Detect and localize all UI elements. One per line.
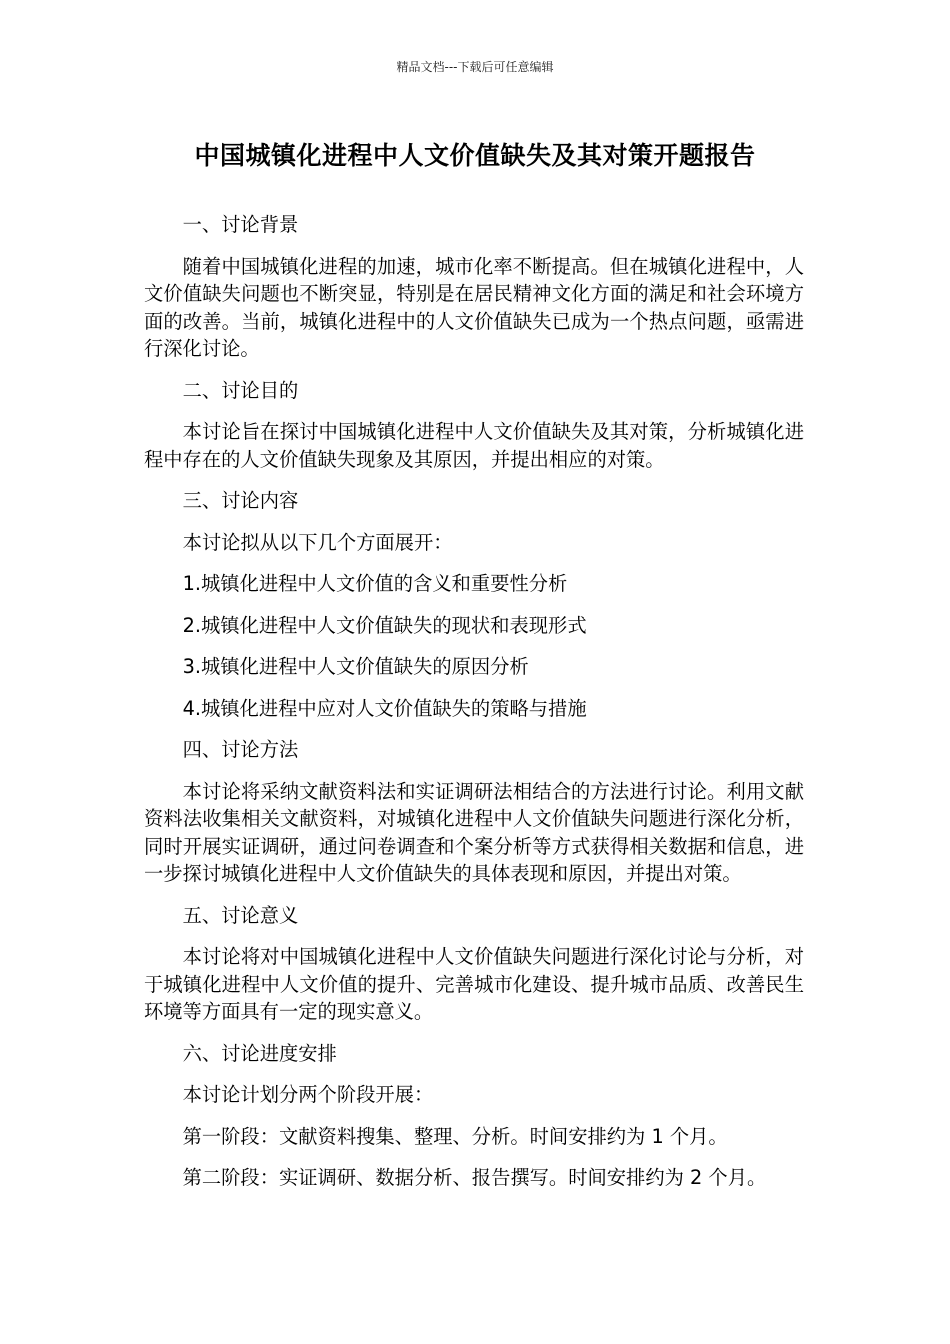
document-title: 中国城镇化进程中人文价值缺失及其对策开题报告 — [194, 141, 756, 170]
section-heading-background: 一、讨论背景 — [182, 213, 299, 236]
paragraph-schedule-phase-1: 第一阶段：文献资料搜集、整理、分析。时间安排约为 1 个月。 — [182, 1124, 728, 1148]
paragraph-schedule-phase-2: 第二阶段：实证调研、数据分析、报告撰写。时间安排约为 2 个月。 — [182, 1166, 767, 1189]
header-note: 精品文档---下载后可任意编辑 — [396, 60, 554, 74]
paragraph-purpose: 本讨论旨在探讨中国城镇化进程中人文价值缺失及其对策，分析城镇化进程中存在的人文价值缺失现象及其原因，并提出相应的对策。 — [144, 420, 804, 471]
list-item: 1.城镇化进程中人文价值的含义和重要性分析 — [182, 572, 568, 595]
paragraph-method: 本讨论将采纳文献资料法和实证调研法相结合的方法进行讨论。利用文献资料法收集相关文献资料，对城镇化进程中人文价值缺失问题进行深化分析，同时开展实证调研，通过问卷调查和个案分析等方式获得相关数据和信息，进一步探讨城镇化进程中人文价值缺失的具体表现和原因，并提出对策。 — [144, 779, 804, 885]
section-heading-significance: 五、讨论意义 — [182, 903, 299, 927]
section-heading-purpose: 二、讨论目的 — [182, 378, 299, 402]
paragraph-content-intro: 本讨论拟从以下几个方面展开： — [182, 530, 453, 554]
paragraph-schedule-intro: 本讨论计划分两个阶段开展： — [182, 1083, 434, 1106]
section-heading-method: 四、讨论方法 — [182, 738, 299, 761]
section-heading-schedule: 六、讨论进度安排 — [182, 1041, 337, 1065]
list-item: 2.城镇化进程中人文价值缺失的现状和表现形式 — [182, 613, 587, 637]
paragraph-background: 随着中国城镇化进程的加速，城市化率不断提高。但在城镇化进程中，人文价值缺失问题也不断突显，特别是在居民精神文化方面的满足和社会环境方面的改善。当前，城镇化进程中的人文价值缺失已成为一个热点问题，亟需进行深化讨论。 — [144, 254, 804, 360]
list-item: 3.城镇化进程中人文价值缺失的原因分析 — [182, 655, 529, 678]
section-heading-content: 三、讨论内容 — [182, 489, 299, 512]
document-body — [144, 211, 804, 1206]
paragraph-significance: 本讨论将对中国城镇化进程中人文价值缺失问题进行深化讨论与分析，对于城镇化进程中人文价值的提升、完善城市化建设、提升城市品质、改善民生环境等方面具有一定的现实意义。 — [144, 945, 804, 1023]
list-item: 4.城镇化进程中应对人文价值缺失的策略与措施 — [182, 696, 587, 720]
